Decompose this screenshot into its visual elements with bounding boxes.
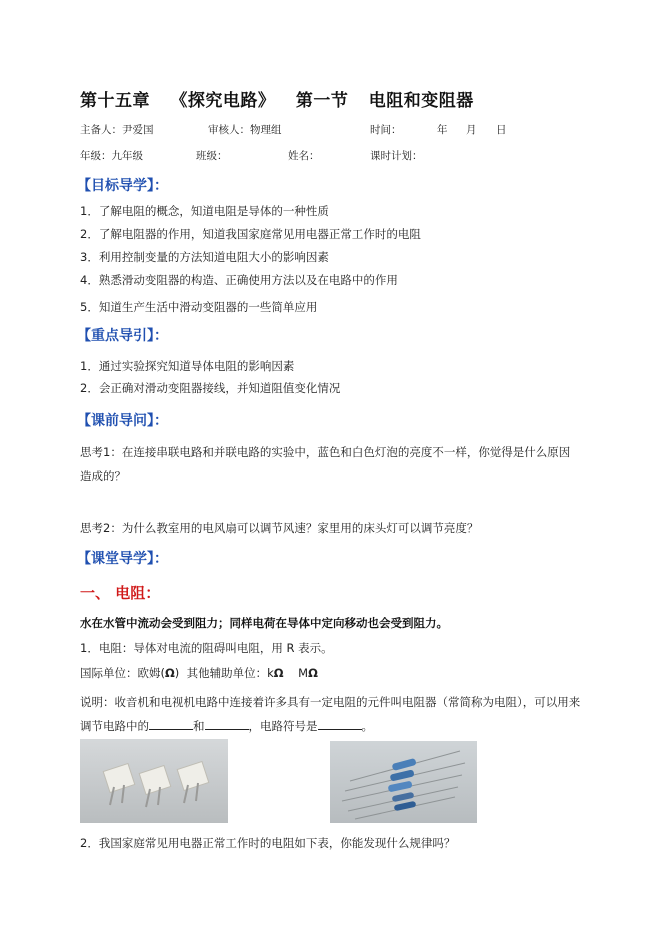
year-label: 年: [437, 124, 448, 136]
units-line: 国际单位：欧姆(Ω) 其他辅助单位：kΩ MΩ: [80, 666, 318, 680]
month-label: 月: [466, 124, 477, 136]
goal-item: 2．了解电阻器的作用，知道我国家庭常见用电器正常工作时的电阻: [80, 227, 421, 241]
day-label: 日: [496, 124, 507, 136]
section-pre: 【课前导问】：: [77, 413, 168, 429]
axial-resistors-photo: [330, 741, 477, 823]
definition: 1．电阻：导体对电流的阻碍叫电阻，用 R 表示。: [80, 641, 333, 655]
ceramic-resistors-image: [80, 739, 228, 823]
think1-line2: 造成的？: [80, 469, 126, 483]
other-units: 其他辅助单位：k: [186, 666, 274, 680]
goal-item: 4．熟悉滑动变阻器的构造、正确使用方法以及在电路中的作用: [80, 273, 398, 287]
blank-2[interactable]: [205, 718, 249, 730]
goal-item: 1．了解电阻的概念，知道电阻是导体的一种性质: [80, 204, 329, 218]
axial-resistors-image: [330, 741, 477, 823]
note-line1: 说明：收音机和电视机电路中连接着许多具有一定电阻的元件叫电阻器（常简称为电阻），可以用来: [80, 695, 581, 709]
blank-3[interactable]: [318, 718, 362, 730]
key-item: 2．会正确对滑动变阻器接线，并知道阻值变化情况: [80, 381, 341, 395]
preparer: 主备人：尹爱国: [80, 124, 154, 136]
think2: 思考2：为什么教室用的电风扇可以调节风速？家里用的床头灯可以调节亮度？: [80, 521, 479, 535]
section-label: 第一节: [295, 91, 349, 111]
section-class: 【课堂导学】：: [77, 551, 168, 567]
section-goals: 【目标导学】：: [77, 178, 168, 194]
class-label: 班级：: [196, 150, 228, 162]
ohm-symbol: Ω: [165, 666, 175, 680]
blank-1[interactable]: [149, 718, 193, 730]
page-title: [80, 86, 488, 111]
reviewer: 审核人：物理组: [208, 124, 282, 136]
book-label: 《探究电路》: [170, 91, 276, 111]
intl-unit: 国际单位：欧姆(: [80, 666, 165, 680]
part1-heading: 一、 电阻：: [80, 584, 161, 602]
ceramic-resistors-photo: [80, 739, 228, 823]
analogy: 水在水管中流动会受到阻力；同样电荷在导体中定向移动也会受到阻力。: [80, 616, 448, 630]
name-label: 姓名：: [288, 150, 320, 162]
goal-item: 3．利用控制变量的方法知道电阻大小的影响因素: [80, 250, 329, 264]
note-line2: 调节电路中的 和 ，电路符号是 。: [80, 719, 373, 733]
time-label: 时间：: [370, 124, 402, 136]
grade: 年级：九年级: [80, 150, 143, 162]
key-item: 1．通过实验探究知道导体电阻的影响因素: [80, 359, 295, 373]
section-key: 【重点导引】：: [77, 328, 168, 344]
topic-label: 电阻和变阻器: [368, 91, 474, 111]
think1-line1: 思考1：在连接串联电路和并联电路的实验中，蓝色和白色灯泡的亮度不一样，你觉得是什么原因: [80, 445, 571, 459]
question-2: 2．我国家庭常见用电器正常工作时的电阻如下表，你能发现什么规律吗？: [80, 836, 456, 850]
plan-label: 课时计划：: [370, 150, 423, 162]
chapter-label: 第十五章: [80, 91, 150, 111]
goal-item: 5．知道生产生活中滑动变阻器的一些简单应用: [80, 300, 318, 314]
